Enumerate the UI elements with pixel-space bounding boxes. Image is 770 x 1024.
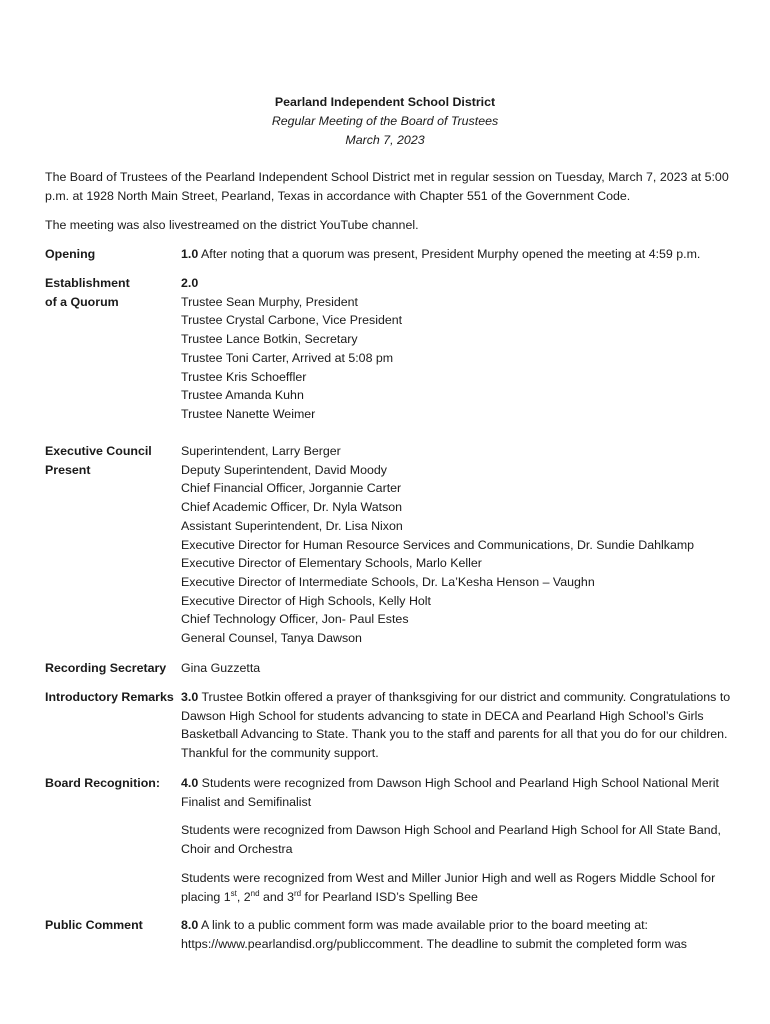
recording-name: Gina Guzzetta <box>181 661 261 675</box>
executive-item: Superintendent, Larry Berger <box>181 444 341 458</box>
opening-text: After noting that a quorum was present, President Murphy opened the meeting at 4:59 p.m. <box>198 247 701 261</box>
executive-item: Executive Director for Human Resource Services and Communications, Dr. Sundie Dahlkamp <box>181 537 695 552</box>
meeting-subtitle: Regular Meeting of the Board of Trustees <box>271 114 499 128</box>
executive-item: Executive Director of High Schools, Kelly Holt <box>181 593 431 608</box>
livestream-note: The meeting was also livestreamed on the district YouTube channel. <box>45 218 419 232</box>
trustee-item: Trustee Toni Carter, Arrived at 5:08 pm <box>181 350 394 365</box>
executive-label <box>45 442 180 480</box>
public-comment-number: 8.0 <box>181 918 199 932</box>
executive-item: Chief Financial Officer, Jorgannie Carter <box>181 481 402 496</box>
public-comment-text: A link to a public comment form was made available prior to the board meeting at: https://www.pearlandisd.org/publiccomment. The deadline to submit the completed form was <box>181 918 687 951</box>
executive-item: Chief Academic Officer, Dr. Nyla Watson <box>181 500 403 515</box>
executive-label-line1: Executive Council <box>45 444 152 458</box>
ordinal-separator: and 3 <box>259 889 294 904</box>
opening-label: Opening <box>45 247 96 261</box>
trustee-item: Trustee Sean Murphy, President <box>181 294 358 309</box>
public-comment-body <box>181 916 735 953</box>
quorum-label <box>45 274 180 312</box>
quorum-body <box>181 274 735 424</box>
recognition-body <box>181 774 735 906</box>
recognition-paragraph-1 <box>181 774 735 811</box>
executive-body <box>181 442 735 648</box>
spelling-bee-text: Students were recognized from West and Miller Junior High and well as Rogers Middle School for placing 1 <box>181 870 716 904</box>
recording-label: Recording Secretary <box>45 661 167 675</box>
meeting-date: March 7, 2023 <box>345 133 425 147</box>
recognition-number: 4.0 <box>181 776 199 790</box>
trustee-item: Trustee Amanda Kuhn <box>181 388 304 403</box>
quorum-label-line2: of a Quorum <box>45 295 119 309</box>
recognition-paragraph-2: Students were recognized from Dawson High School and Pearland High School for All State Band, Choir and Orchestra <box>181 823 721 857</box>
remarks-body <box>181 688 735 763</box>
district-title: Pearland Independent School District <box>274 95 496 109</box>
executive-item: Chief Technology Officer, Jon- Paul Estes <box>181 612 409 627</box>
ordinal-suffix: nd <box>250 888 260 898</box>
spelling-bee-text-end: for Pearland ISD’s Spelling Bee <box>301 889 478 904</box>
public-comment-label: Public Comment <box>45 918 143 932</box>
trustee-item: Trustee Lance Botkin, Secretary <box>181 332 358 347</box>
executive-item: Assistant Superintendent, Dr. Lisa Nixon <box>181 518 403 533</box>
ordinal-suffix: rd <box>293 888 302 898</box>
recognition-text-1: Students were recognized from Dawson High School and Pearland High School National Merit Finalist and Semifinalist <box>181 776 719 809</box>
remarks-text: Trustee Botkin offered a prayer of thanksgiving for our district and community. Congratulations to Dawson High School for students advancing to state in DECA and Pearland High School’s Girls Basketball Advancing to State. Thank you to the staff and parents for all that you do for our children. Thankful for the community support. <box>181 690 731 761</box>
trustee-item: Trustee Crystal Carbone, Vice President <box>181 313 403 328</box>
recognition-label: Board Recognition: <box>45 776 160 790</box>
recognition-paragraph-3 <box>181 869 735 906</box>
opening-number: 1.0 <box>181 247 199 261</box>
remarks-label: Introductory Remarks <box>45 690 174 704</box>
executive-item: Deputy Superintendent, David Moody <box>181 462 387 477</box>
executive-item: Executive Director of Elementary Schools, Marlo Keller <box>181 556 482 571</box>
executive-item: General Counsel, Tanya Dawson <box>181 631 362 646</box>
remarks-number: 3.0 <box>181 690 199 704</box>
opening-body <box>181 245 735 264</box>
ordinal-separator: , 2 <box>236 889 251 904</box>
executive-label-line2: Present <box>45 463 91 477</box>
trustee-item: Trustee Kris Schoeffler <box>181 369 307 384</box>
trustee-item: Trustee Nanette Weimer <box>181 406 316 421</box>
intro-paragraph: The Board of Trustees of the Pearland Independent School District met in regular session on Tuesday, March 7, 2023 at 5:00 p.m. at 1928 North Main Street, Pearland, Texas in accordance with Chapter 551 of the Government Code. <box>45 170 729 203</box>
ordinal-suffix: st <box>230 888 237 898</box>
quorum-number: 2.0 <box>181 276 199 290</box>
executive-item: Executive Director of Intermediate Schools, Dr. La’Kesha Henson – Vaughn <box>181 574 595 589</box>
quorum-label-line1: Establishment <box>45 276 130 290</box>
